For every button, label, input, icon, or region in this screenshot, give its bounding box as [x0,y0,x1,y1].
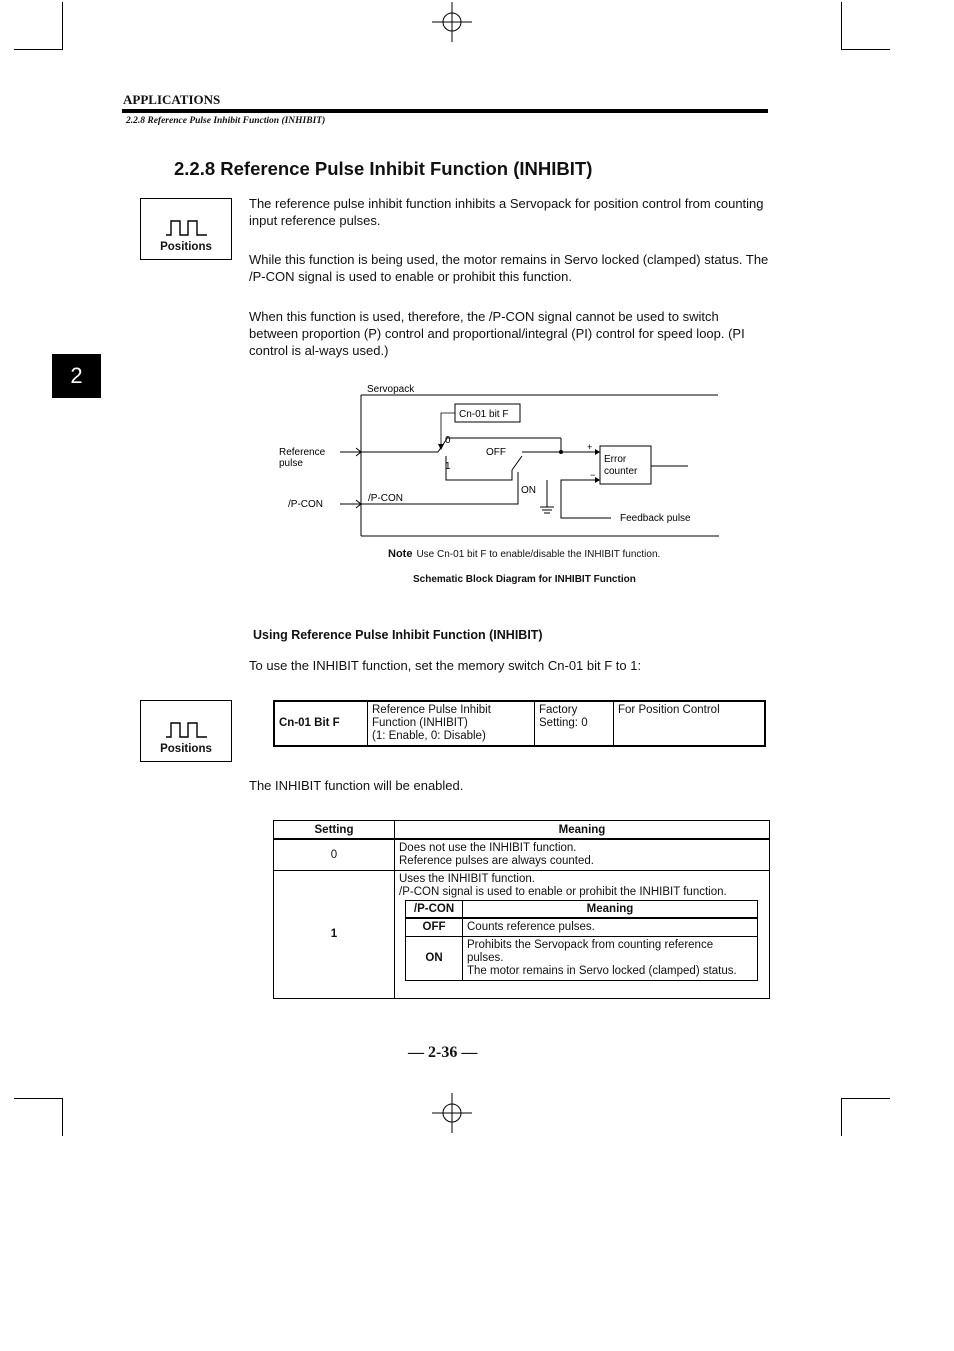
meaning-line: Prohibits the Servopack from counting reference [467,939,714,951]
param-name: Cn-01 Bit F [274,701,368,746]
minus-arrowhead [595,477,600,483]
paragraph-servo-locked: While this function is being used, the motor remains in Servo locked (clamped) status. The /P-CON signal is used to enable or prohibit this function. [249,252,769,284]
registration-mark-icon [432,2,472,42]
registration-mark-icon [432,1093,472,1133]
feedback-line [561,480,611,518]
header-meaning: Meaning [463,901,758,919]
table-row [274,839,770,871]
meaning-line: The motor remains in Servo locked (clamped) status. [467,965,737,977]
off-label: OFF [486,447,506,458]
error-counter-line1: Error [604,454,627,465]
table-row [406,937,758,981]
table-row [274,871,770,999]
table-header-row [274,821,770,840]
pcon-inner-label: /P-CON [368,493,403,504]
on-label: ON [521,485,536,496]
setting-meaning [395,839,770,871]
schematic-block-diagram [270,380,730,540]
table-row [406,918,758,937]
error-counter-box [600,446,651,484]
section-title: 2.2.8 Reference Pulse Inhibit Function (INHIBIT) [174,158,593,179]
header-rule [122,109,768,113]
paragraph-pi-control: When this function is used, therefore, the /P-CON signal cannot be used to switch between proportion (P) control and proportional/integral (PI) control for speed loop. (PI control is al-ways used.) [249,309,745,358]
setting-value: 1 [274,871,395,999]
reference-label-line2: pulse [279,458,303,469]
page-number: — 2-36 — [408,1044,478,1061]
diagram-note [388,548,660,560]
subheading: Using Reference Pulse Inhibit Function (INHIBIT) [253,628,543,642]
param-desc-line: Function (INHIBIT) [372,717,468,729]
positions-label: Positions [160,743,212,755]
factory-line: Setting: 0 [539,717,588,729]
pcon-subtable [405,900,758,981]
setting-value: 0 [274,839,395,871]
meaning-line: /P-CON signal is used to enable or prohibit the INHIBIT function. [399,886,727,898]
factory-line: Factory [539,704,578,716]
cn01-bitf-label: Cn-01 bit F [459,409,509,420]
note-text: Use Cn-01 bit F to enable/disable the INHIBIT function. [416,549,661,560]
setting-table [273,820,770,999]
param-factory-setting [535,701,614,746]
pulse-train-icon [165,219,209,237]
running-subheader: 2.2.8 Reference Pulse Inhibit Function (INHIBIT) [126,116,326,126]
positions-label: Positions [160,241,212,253]
switch-pos-0: 0 [445,435,451,446]
param-scope: For Position Control [614,701,766,746]
positions-badge [140,700,232,762]
parameter-table [273,700,766,747]
header-pcon: /P-CON [406,901,463,919]
header-meaning: Meaning [395,821,770,840]
switch-pos-1: 1 [445,461,451,472]
paragraph-intro: The reference pulse inhibit function inhibits a Servopack for position control from counting input reference pulses. [249,196,764,228]
pcon-state: OFF [406,918,463,937]
meaning-line: Does not use the INHIBIT function. [399,842,577,854]
meaning-line: pulses. [467,952,504,964]
feedback-pulse-label: Feedback pulse [620,513,691,524]
meaning-line: Uses the INHIBIT function. [399,873,535,885]
pcon-meaning [463,937,758,981]
pcon-outer-label: /P-CON [288,499,323,510]
ground-icon [540,507,554,513]
table-header-row [406,901,758,919]
enabled-text: The INHIBIT function will be enabled. [249,778,464,793]
param-desc-line: Reference Pulse Inhibit [372,704,491,716]
meaning-line: Reference pulses are always counted. [399,855,594,867]
param-description [368,701,535,746]
reference-label-line1: Reference [279,447,326,458]
pcon-meaning: Counts reference pulses. [463,918,758,937]
error-counter-line2: counter [604,466,638,477]
note-label: Note [388,548,413,560]
plus-arrowhead [595,449,600,455]
pcon-switch-blade [512,456,522,470]
diagram-caption: Schematic Block Diagram for INHIBIT Function [413,574,636,585]
minus-sign: − [590,470,596,480]
chapter-tab: 2 [52,354,101,398]
pcon-state: ON [406,937,463,981]
param-desc-line: (1: Enable, 0: Disable) [372,730,486,742]
inhibit-path-line [446,456,512,480]
running-header: APPLICATIONS [123,92,221,107]
servopack-label: Servopack [367,384,415,395]
table-row [274,701,765,746]
plus-sign: + [587,442,593,452]
header-setting: Setting [274,821,395,840]
positions-badge [140,198,232,260]
pulse-train-icon [165,721,209,739]
instruction-text: To use the INHIBIT function, set the memory switch Cn-01 bit F to 1: [249,658,642,673]
setting-meaning [395,871,770,999]
